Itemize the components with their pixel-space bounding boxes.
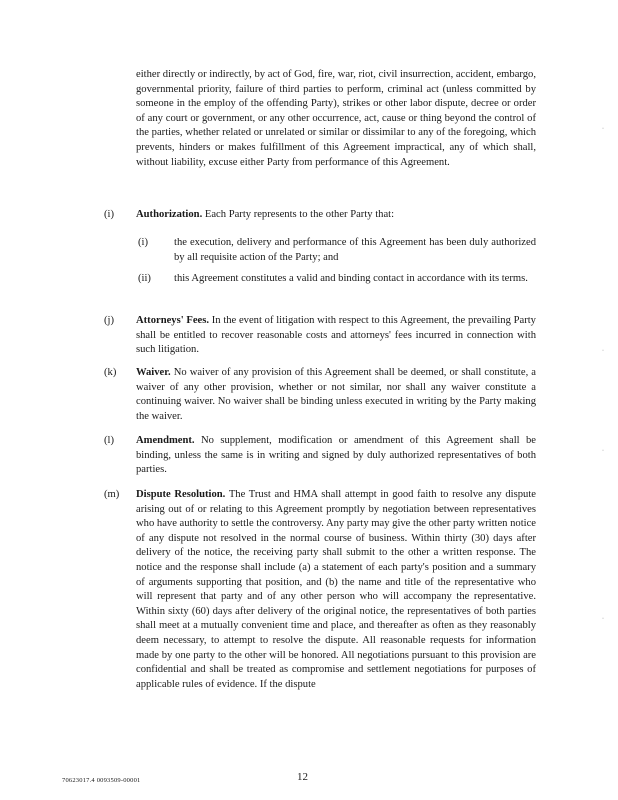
section-j-text: In the event of litigation with respect to this Agreement, the prevailing Party shall be entitled to recover reasonable costs and attorneys' fees incurred in connection with such litigation. bbox=[136, 315, 536, 356]
section-l-heading: Amendment. bbox=[136, 435, 195, 446]
section-l-label: (l) bbox=[104, 435, 114, 446]
section-i-text: Each Party represents to the other Party that: bbox=[204, 209, 395, 220]
section-i-label: (i) bbox=[104, 209, 114, 220]
section-k-label: (k) bbox=[104, 367, 117, 378]
section-i-paragraph bbox=[136, 208, 536, 223]
section-k-paragraph bbox=[136, 366, 536, 424]
section-m-label: (m) bbox=[104, 489, 120, 500]
section-i-sub1-label: (i) bbox=[138, 237, 148, 248]
section-j-paragraph bbox=[136, 314, 536, 358]
page-number: 12 bbox=[297, 771, 308, 783]
section-k-heading: Waiver. bbox=[136, 367, 171, 378]
section-m-paragraph bbox=[136, 488, 536, 692]
margin-mark: · bbox=[602, 126, 604, 132]
section-m-text: The Trust and HMA shall attempt in good faith to resolve any dispute arising out of or relating to this Agreement promptly by negotiation between representatives who have authority to settle the controversy. Any party may give the other party written notice of any dispute not resolved in the normal course of business. Within thirty (30) days after delivery of the notice, the receiving party shall submit to the other a written response. The notice and the response shall include (a) a statement of each party's position and a summary of arguments supporting that position, and (b) the name and title of the representative who will represent that party and of any other person who will accompany the representative. Within sixty (60) days after delivery of the original notice, the representatives of both parties shall meet at a mutually convenient time and place, and thereafter as often as they reasonably deem necessary, to attempt to resolve the dispute. All reasonable requests for information made by one party to the other will be honored. All negotiations pursuant to this provision are confidential and shall be treated as compromise and settlement negotiations for purposes of applicable rules of evidence. If the dispute bbox=[136, 489, 536, 690]
section-l-paragraph bbox=[136, 434, 536, 478]
section-m-heading: Dispute Resolution. bbox=[136, 489, 226, 500]
section-k-text: No waiver of any provision of this Agreement shall be deemed, or shall constitute, a waiver of any other provision, whether or not similar, nor shall any waiver constitute a continuing waiver. No waiver shall be binding unless executed in writing by the Party making the waiver. bbox=[136, 367, 536, 422]
section-j-heading: Attorneys' Fees. bbox=[136, 315, 210, 326]
document-id: 70623017.4 0093509-00001 bbox=[62, 777, 141, 784]
section-i-heading: Authorization. bbox=[136, 209, 203, 220]
section-j-label: (j) bbox=[104, 315, 114, 326]
margin-mark: · bbox=[602, 348, 604, 354]
margin-mark: · bbox=[602, 616, 604, 622]
section-l-text: No supplement, modification or amendment of this Agreement shall be binding, unless the same is in writing and signed by duly authorized representatives of both parties. bbox=[136, 435, 536, 476]
section-i-sub1-text: the execution, delivery and performance of this Agreement has been duly authorized by all requisite action of the Party; and bbox=[174, 237, 536, 263]
section-i-sub2-label: (ii) bbox=[138, 273, 151, 284]
continuation-paragraph: either directly or indirectly, by act of God, fire, war, riot, civil insurrection, accident, embargo, governmental priority, failure of third parties to perform, criminal act (unless committed by someone in the employ of the offending Party), strikes or other labor dispute, decree or order of any court or government, or any other occurrence, act, cause or thing beyond the control of the parties, whether related or unrelated or similar or dissimilar to any of the foregoing, which prevents, hinders or makes fulfillment of this Agreement impractical, any of which shall, without liability, excuse either Party from performance of this Agreement. bbox=[136, 69, 536, 168]
section-i-sub2-text: this Agreement constitutes a valid and binding contact in accordance with its terms. bbox=[174, 273, 528, 284]
margin-mark: · bbox=[602, 448, 604, 454]
